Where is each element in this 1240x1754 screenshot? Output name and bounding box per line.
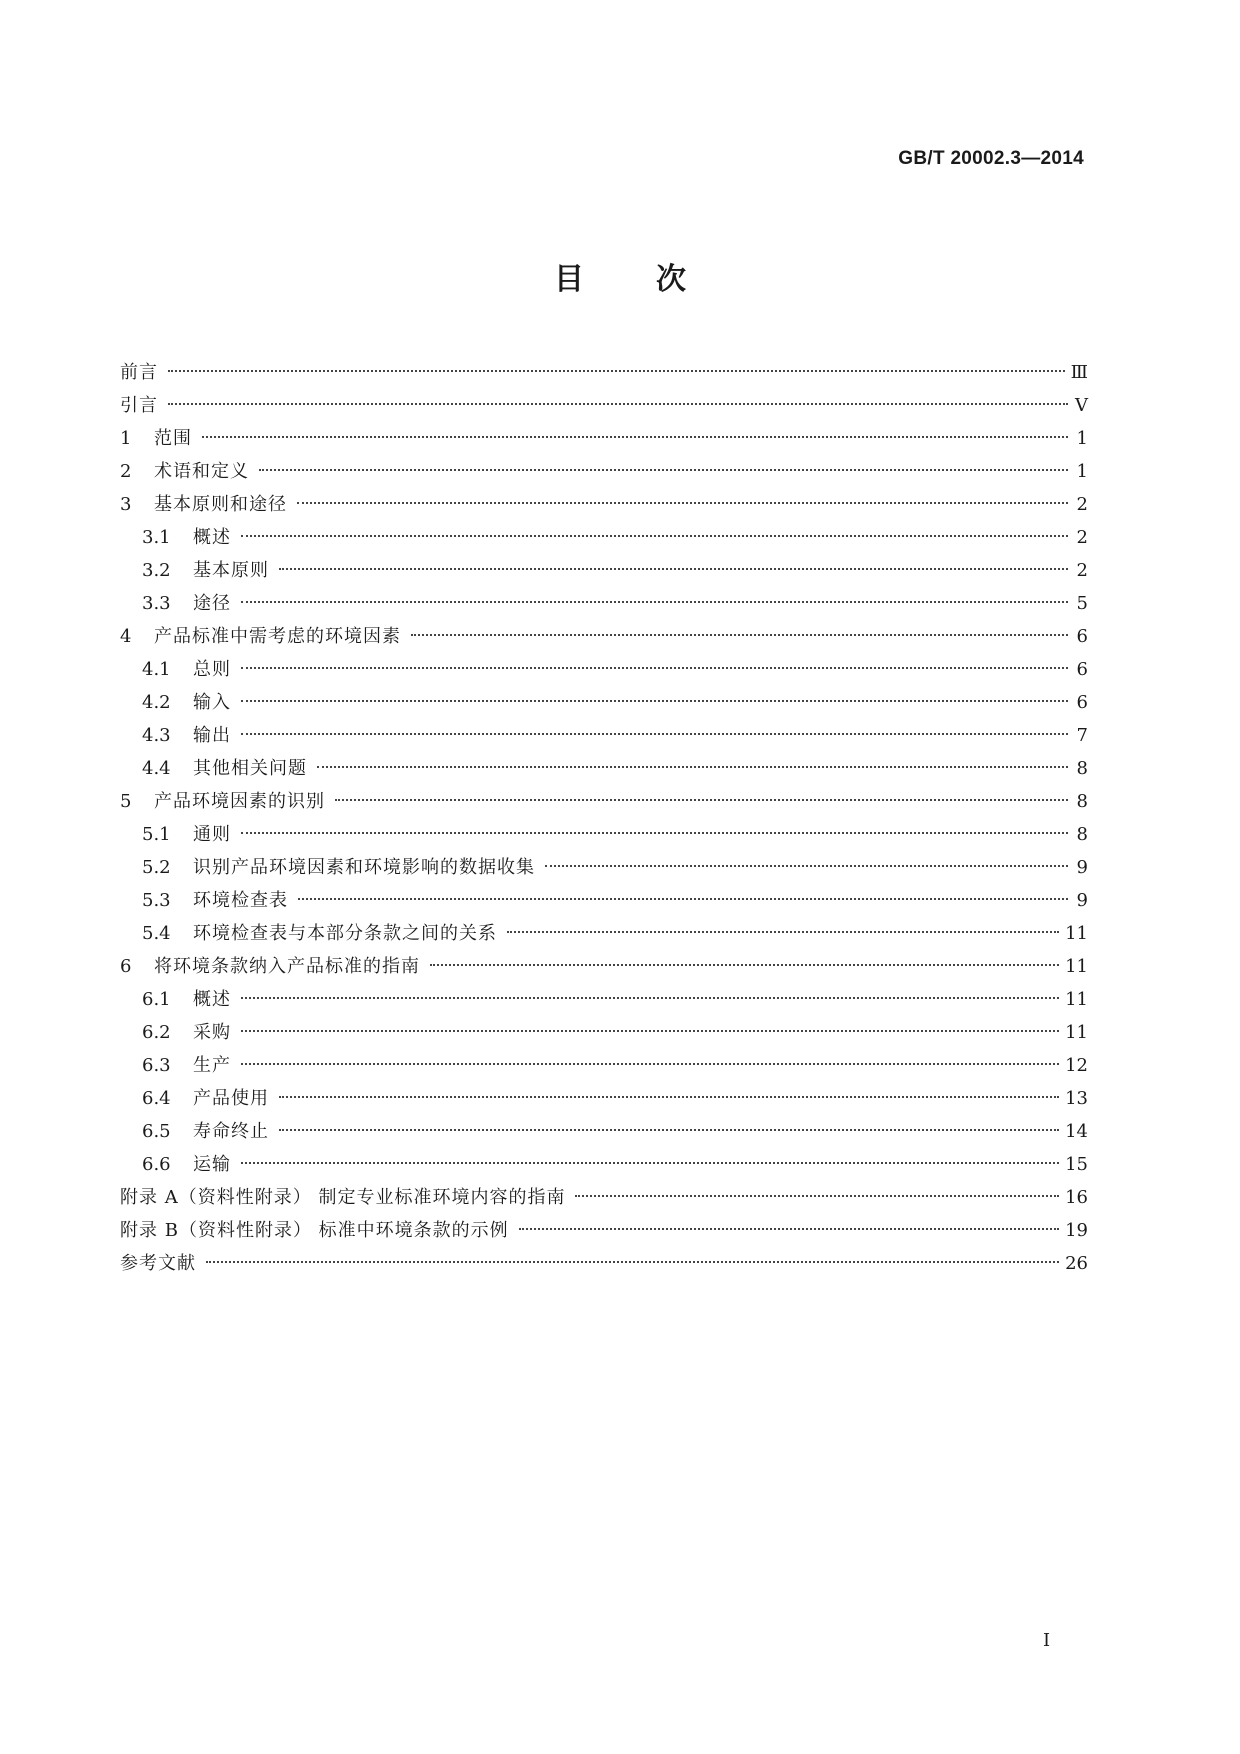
toc-dot-leader xyxy=(545,865,1068,867)
page-title-char-2: 次 xyxy=(656,262,686,297)
toc-entry-number: 5.3 xyxy=(142,890,171,911)
toc-entry-number: 6.6 xyxy=(142,1154,171,1175)
toc-entry-page: 8 xyxy=(1076,791,1088,812)
toc-entry[interactable] xyxy=(120,752,1088,785)
toc-entry[interactable] xyxy=(120,1016,1088,1049)
toc-dot-leader xyxy=(279,1129,1059,1131)
toc-entry-number: 4 xyxy=(120,626,132,647)
toc-entry-label: 附录 A（资料性附录） 制定专业标准环境内容的指南 xyxy=(120,1187,566,1208)
toc-entry-label: 生产 xyxy=(193,1055,231,1076)
toc-entry[interactable] xyxy=(120,818,1088,851)
toc-entry-label: 其他相关问题 xyxy=(193,758,307,779)
toc-dot-leader xyxy=(202,436,1068,438)
toc-entry-page: 7 xyxy=(1076,725,1088,746)
toc-entry[interactable] xyxy=(120,785,1088,818)
toc-entry-label: 产品使用 xyxy=(193,1088,269,1109)
toc-dot-leader xyxy=(168,403,1068,405)
page-title xyxy=(0,254,1240,298)
toc-entry-page: 8 xyxy=(1076,824,1088,845)
toc-entry-number: 6.2 xyxy=(142,1022,171,1043)
toc-entry[interactable] xyxy=(120,1181,1088,1214)
toc-entry[interactable] xyxy=(120,389,1088,422)
toc-dot-leader xyxy=(241,997,1059,999)
toc-entry[interactable] xyxy=(120,983,1088,1016)
toc-entry[interactable] xyxy=(120,1148,1088,1181)
toc-entry-number: 4.2 xyxy=(142,692,171,713)
toc-entry-label: 识别产品环境因素和环境影响的数据收集 xyxy=(193,857,535,878)
toc-dot-leader xyxy=(241,535,1068,537)
toc-entry[interactable] xyxy=(120,686,1088,719)
toc-entry-page: 19 xyxy=(1065,1220,1088,1241)
toc-entry-page: Ⅲ xyxy=(1070,362,1088,383)
toc-dot-leader xyxy=(279,568,1068,570)
toc-entry-number: 5.2 xyxy=(142,857,171,878)
toc-entry-number: 6.1 xyxy=(142,989,171,1010)
toc-entry[interactable] xyxy=(120,719,1088,752)
toc-entry-page: 2 xyxy=(1076,527,1088,548)
page-title-char-1: 目 xyxy=(554,262,584,297)
toc-entry-number: 6.3 xyxy=(142,1055,171,1076)
toc-entry[interactable] xyxy=(120,1082,1088,1115)
toc-entry-page: 12 xyxy=(1065,1055,1088,1076)
toc-dot-leader xyxy=(241,1063,1059,1065)
toc-entry-page: Ⅴ xyxy=(1075,395,1088,416)
toc-entry-number: 6 xyxy=(120,956,132,977)
toc-entry[interactable] xyxy=(120,1049,1088,1082)
toc-entry-page: 6 xyxy=(1076,659,1088,680)
toc-dot-leader xyxy=(206,1261,1059,1263)
toc-entry-number: 5.4 xyxy=(142,923,171,944)
toc-entry-page: 2 xyxy=(1076,494,1088,515)
toc-dot-leader xyxy=(317,766,1068,768)
toc-dot-leader xyxy=(259,469,1068,471)
toc-entry-label: 产品标准中需考虑的环境因素 xyxy=(154,626,401,647)
toc-dot-leader xyxy=(241,1030,1059,1032)
toc-entry-number: 4.3 xyxy=(142,725,171,746)
toc-dot-leader xyxy=(507,931,1059,933)
toc-entry[interactable] xyxy=(120,356,1088,389)
toc-entry[interactable] xyxy=(120,1115,1088,1148)
toc-dot-leader xyxy=(241,832,1068,834)
toc-dot-leader xyxy=(297,502,1068,504)
toc-entry-page: 6 xyxy=(1076,692,1088,713)
toc-entry-page: 13 xyxy=(1065,1088,1088,1109)
toc-entry-page: 2 xyxy=(1076,560,1088,581)
toc-entry-number: 2 xyxy=(120,461,132,482)
toc-entry-label: 将环境条款纳入产品标准的指南 xyxy=(154,956,420,977)
toc-dot-leader xyxy=(168,370,1065,372)
toc-entry[interactable] xyxy=(120,884,1088,917)
toc-entry-page: 11 xyxy=(1065,989,1088,1010)
toc-entry-page: 14 xyxy=(1065,1121,1088,1142)
toc-entry[interactable] xyxy=(120,587,1088,620)
toc-entry-label: 环境检查表与本部分条款之间的关系 xyxy=(193,923,497,944)
toc-entry-label: 概述 xyxy=(193,527,231,548)
toc-entry-label: 引言 xyxy=(120,395,158,416)
toc-entry-label: 输入 xyxy=(193,692,231,713)
toc-dot-leader xyxy=(241,667,1068,669)
toc-entry[interactable] xyxy=(120,917,1088,950)
toc-entry-number: 1 xyxy=(120,428,132,449)
toc-entry-label: 基本原则和途径 xyxy=(154,494,287,515)
toc-dot-leader xyxy=(335,799,1068,801)
toc-entry[interactable] xyxy=(120,554,1088,587)
toc-entry-label: 附录 B（资料性附录） 标准中环境条款的示例 xyxy=(120,1220,509,1241)
toc-entry-page: 8 xyxy=(1076,758,1088,779)
toc-entry-label: 环境检查表 xyxy=(193,890,288,911)
toc-entry-page: 11 xyxy=(1065,956,1088,977)
toc-entry-label: 总则 xyxy=(193,659,231,680)
toc-entry-label: 术语和定义 xyxy=(154,461,249,482)
toc-entry[interactable] xyxy=(120,488,1088,521)
toc-entry[interactable] xyxy=(120,422,1088,455)
toc-entry[interactable] xyxy=(120,653,1088,686)
toc-dot-leader xyxy=(241,700,1068,702)
toc-entry-number: 4.4 xyxy=(142,758,171,779)
toc-entry-number: 4.1 xyxy=(142,659,171,680)
toc-dot-leader xyxy=(241,1162,1059,1164)
toc-entry[interactable] xyxy=(120,851,1088,884)
toc-entry[interactable] xyxy=(120,521,1088,554)
toc-dot-leader xyxy=(241,601,1068,603)
standard-number: GB/T 20002.3—2014 xyxy=(898,148,1084,169)
toc-entry-page: 11 xyxy=(1065,923,1088,944)
toc-entry[interactable] xyxy=(120,1247,1088,1280)
toc-entry-number: 6.4 xyxy=(142,1088,171,1109)
toc-dot-leader xyxy=(411,634,1068,636)
toc-entry-label: 参考文献 xyxy=(120,1253,196,1274)
toc-entry-number: 3.2 xyxy=(142,560,171,581)
toc-entry-page: 11 xyxy=(1065,1022,1088,1043)
toc-entry-label: 基本原则 xyxy=(193,560,269,581)
page-folio: I xyxy=(1043,1630,1051,1651)
toc-entry-page: 26 xyxy=(1065,1253,1088,1274)
toc-entry-number: 3 xyxy=(120,494,132,515)
toc-dot-leader xyxy=(519,1228,1059,1230)
toc-entry-number: 6.5 xyxy=(142,1121,171,1142)
toc-dot-leader xyxy=(430,964,1059,966)
toc-entry-number: 3.1 xyxy=(142,527,171,548)
toc-dot-leader xyxy=(298,898,1068,900)
toc-entry-label: 运输 xyxy=(193,1154,231,1175)
toc-dot-leader xyxy=(575,1195,1059,1197)
toc-entry-page: 6 xyxy=(1076,626,1088,647)
toc-entry-label: 输出 xyxy=(193,725,231,746)
toc-entry-label: 产品环境因素的识别 xyxy=(154,791,325,812)
toc-entry-page: 5 xyxy=(1076,593,1088,614)
toc-entry[interactable] xyxy=(120,950,1088,983)
toc-dot-leader xyxy=(241,733,1068,735)
toc-entry-label: 途径 xyxy=(193,593,231,614)
table-of-contents xyxy=(120,356,1088,1280)
toc-entry-page: 1 xyxy=(1076,428,1088,449)
toc-entry-label: 采购 xyxy=(193,1022,231,1043)
toc-entry-number: 5.1 xyxy=(142,824,171,845)
toc-entry[interactable] xyxy=(120,1214,1088,1247)
toc-entry-number: 3.3 xyxy=(142,593,171,614)
toc-entry[interactable] xyxy=(120,620,1088,653)
toc-entry[interactable] xyxy=(120,455,1088,488)
toc-entry-page: 15 xyxy=(1065,1154,1088,1175)
toc-entry-page: 16 xyxy=(1065,1187,1088,1208)
toc-entry-label: 通则 xyxy=(193,824,231,845)
toc-entry-page: 9 xyxy=(1076,857,1088,878)
toc-entry-number: 5 xyxy=(120,791,132,812)
toc-entry-page: 1 xyxy=(1076,461,1088,482)
toc-entry-label: 寿命终止 xyxy=(193,1121,269,1142)
toc-dot-leader xyxy=(279,1096,1059,1098)
toc-entry-label: 概述 xyxy=(193,989,231,1010)
toc-entry-label: 前言 xyxy=(120,362,158,383)
toc-entry-label: 范围 xyxy=(154,428,192,449)
toc-entry-page: 9 xyxy=(1076,890,1088,911)
